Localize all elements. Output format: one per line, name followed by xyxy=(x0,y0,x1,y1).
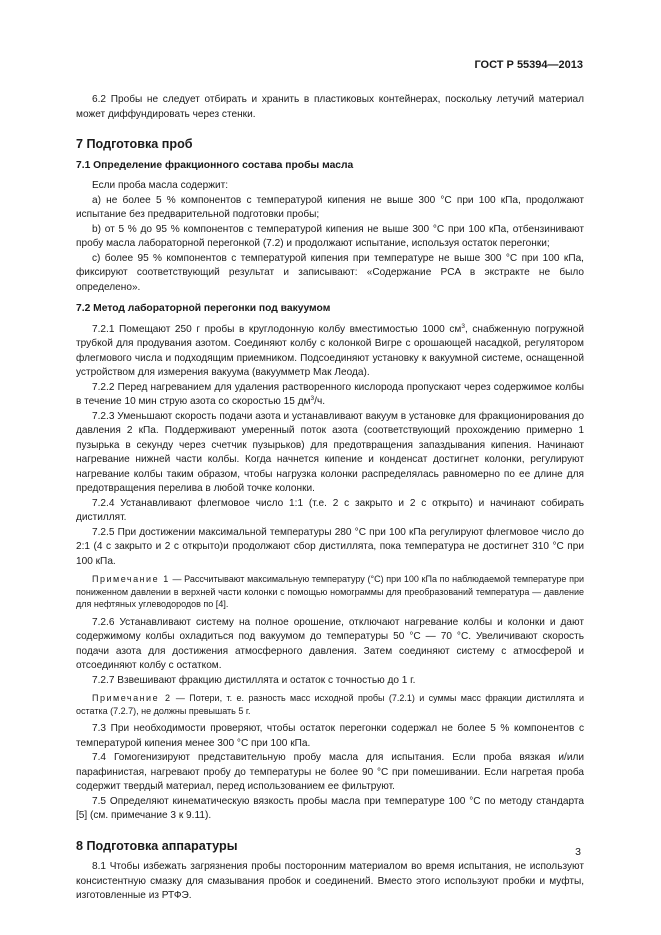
paragraph-7-5: 7.5 Определяют кинематическую вязкость пробы масла при температуре 100 °С по методу стандарта [5] (см. примечание 3 к 9.11). xyxy=(76,795,584,821)
paragraph-7-2-2: 7.2.2 Перед нагреванием для удаления растворенного кислорода пропускают через содержимое колбы в течение 10 мин струю азота со скоростью 15 $дм^3/ч$. xyxy=(76,381,584,407)
paragraph-7-2-5: 7.2.5 При достижении максимальной температуры 280 °С при 100 кПа регулируют флегмовое число до 2:1 (4 с закрыто и 2 с открыто)и продолжают сбор дистиллята, пока температура не достигнет 310 °С при 100 кПа. xyxy=(76,526,584,567)
list-item-c: с) более 95 % компонентов с температурой кипения при температуре не выше 300 °С при 100 кПа, фиксируют соответствующий результат и записывают: «Содержание PCA в экстракте не было определено». xyxy=(76,252,584,293)
paragraph-7-2-6: 7.2.6 Устанавливают систему на полное орошение, отключают нагревание колбы и колонки и дают содержимому колбы охладиться под вакуумом до температуры 50 °С — 70 °С. Увеличивают скорость подачи азота для достижения атмосферного давления. Затем соединяют систему с атмосферой и отсоединяют колбу с остатком. xyxy=(76,616,584,671)
section-8-heading: 8 Подготовка аппаратуры xyxy=(76,838,238,853)
section-7-1-heading: 7.1 Определение фракционного состава пробы масла xyxy=(76,159,354,171)
page-body xyxy=(76,93,584,904)
paragraph-7-2-1: 7.2.1 Помещают 250 г пробы в круглодонную колбу вместимостью 1000 $см^3$, снабженную погружной трубкой для продувания азотом. Соединяют колбу с колонкой Вигре с орошающей насадкой, регулятором флегмового числа и подходящим приемником. Подсоединяют установку к вакуумной системе, оснащенной устройством для измерения вакуума (вакуумметр Мак Леода). xyxy=(76,322,584,378)
paragraph-7-1-intro: Если проба масла содержит: xyxy=(92,180,229,191)
section-7-2-heading: 7.2 Метод лабораторной перегонки под вакуумом xyxy=(76,303,331,314)
paragraph-7-2-4: 7.2.4 Устанавливают флегмовое число 1:1 (т.е. 2 с закрыто и 2 с открыто) и начинают собирать дистиллят. xyxy=(76,497,584,523)
note-1 xyxy=(76,573,584,611)
paragraph-7-3: 7.3 При необходимости проверяют, чтобы остаток перегонки содержал не более 5 % компонентов с температурой кипения менее 300 °С при 100 кПа. xyxy=(76,723,584,749)
paragraph-7-2-3: 7.2.3 Уменьшают скорость подачи азота и устанавливают вакуум в установке для фракционирования до давления 2 кПа. Поддерживают умеренный поток азота (соответствующий прохождению примерно 1 пузырька в секунду через счетчик пузырьков) для предотвращения запаздывания кипения. Начинают нагревание нижней части колбы. Когда начнется кипение и конденсат достигнет колонки, регулируют нагревание колбы таким образом, чтобы нагрузка колонки распределялась равномерно по ее длине для предотвращения перелива в любой точке колонки. xyxy=(76,410,584,494)
paragraph-7-2-7: 7.2.7 Взвешивают фракцию дистиллята и остаток с точностью до 1 г. xyxy=(92,674,416,686)
note-1-text: — Рассчитывают максимальную температуру (°С) при 100 кПа по наблюдаемой температуре при пониженном давлении в верхней части колонки с помощью номограммы для преобразований температура — давление для нефтяных углеводородов по [4]. xyxy=(76,574,584,609)
document-id: ГОСТ Р 55394—2013 xyxy=(474,59,583,71)
section-7-heading: 7 Подготовка проб xyxy=(76,137,193,151)
paragraph-7-4: 7.4 Гомогенизируют представительную пробу масла для испытания. Если проба вязкая и/или парафинистая, нагревают пробу до температуры не более 90 °С при помешивании. Если нагретая проба содержит твердый материал, перед использованием ее фильтруют. xyxy=(76,752,584,792)
list-item-a: а) не более 5 % компонентов с температурой кипения не выше 300 °С при 100 кПа, продолжают испытание без предварительной подготовки пробы; xyxy=(76,194,584,220)
note-2-text: — Потери, т. е. разность масс исходной пробы (7.2.1) и суммы масс фракции дистиллята и остатка (7.2.7), не должны превышать 5 г. xyxy=(76,693,584,716)
list-item-b: b) от 5 % до 95 % компонентов с температурой кипения не выше 300 °С при 100 кПа, отбензинивают пробу масла лабораторной перегонкой (7.2) и продолжают испытание, используя остаток перегонки; xyxy=(76,223,584,249)
page-number: 3 xyxy=(575,846,581,858)
note-2 xyxy=(76,692,584,717)
paragraph-8-1: 8.1 Чтобы избежать загрязнения пробы посторонним материалом во время испытания, не используют консистентную смазку для смазывания пробок и соединений. Вместо этого используют пробки и муфты, изготовленные из РТФЭ. xyxy=(76,861,584,901)
paragraph-6-2: 6.2 Пробы не следует отбирать и хранить в пластиковых контейнерах, поскольку летучий материал может диффундировать через стенки. xyxy=(76,94,584,120)
note-1-label: Примечание 1 xyxy=(92,574,170,584)
note-2-label: Примечание 2 xyxy=(92,693,172,703)
